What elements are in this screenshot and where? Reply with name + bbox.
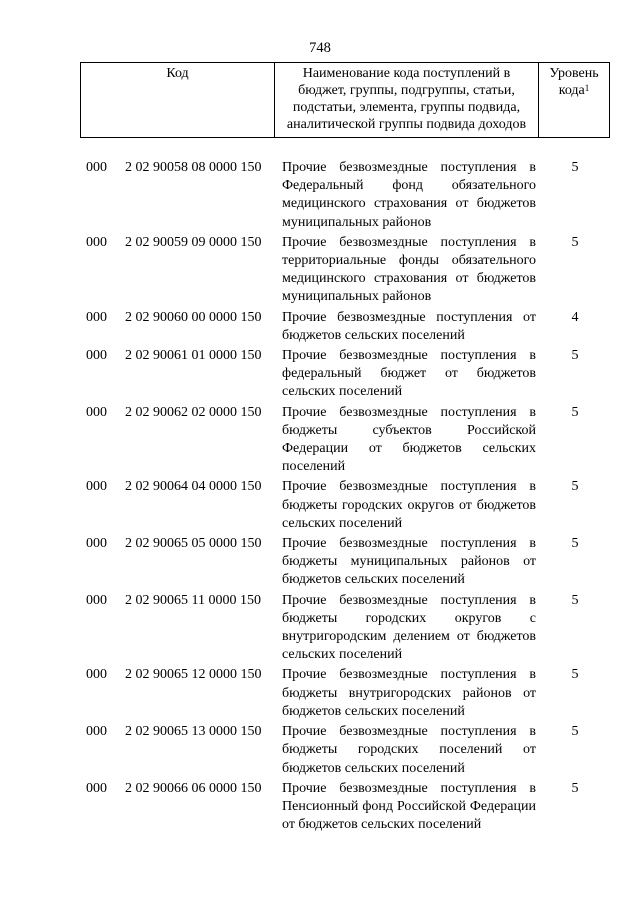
row-code: 2 02 90060 00 0000 150 bbox=[125, 309, 262, 325]
row-code: 2 02 90065 12 0000 150 bbox=[125, 667, 262, 683]
row-code: 2 02 90062 02 0000 150 bbox=[125, 404, 262, 420]
row-level: 5 bbox=[571, 479, 579, 495]
row-code: 2 02 90059 09 0000 150 bbox=[125, 234, 262, 250]
row-code: 2 02 90066 06 0000 150 bbox=[125, 780, 262, 796]
row-level: 5 bbox=[571, 667, 579, 683]
table-row bbox=[0, 723, 640, 778]
row-name: Прочие безвозмездные поступления в бюджеты городских поселений от бюджетов сельских поселений bbox=[282, 724, 536, 776]
row-level: 5 bbox=[571, 160, 579, 175]
row-group-code: 000 bbox=[86, 309, 107, 325]
table-row bbox=[0, 780, 640, 835]
row-name: Прочие безвозмездные поступления в Пенсионный фонд Российской Федерации от бюджетов сельских поселений bbox=[282, 780, 536, 833]
table-row bbox=[0, 309, 640, 345]
row-level: 5 bbox=[571, 724, 579, 740]
row-name: Прочие безвозмездные поступления в Федеральный фонд обязательного медицинского страхования от бюджетов муниципальных районов bbox=[282, 160, 536, 230]
row-level: 5 bbox=[571, 234, 579, 250]
row-level: 5 bbox=[571, 348, 579, 364]
table-body bbox=[0, 159, 640, 836]
row-name: Прочие безвозмездные поступления в территориальные фонды обязательного медицинского страхования от бюджетов муниципальных районов bbox=[282, 234, 536, 305]
row-group-code: 000 bbox=[86, 536, 107, 552]
row-group-code: 000 bbox=[86, 160, 107, 175]
row-name: Прочие безвозмездные поступления в бюджеты муниципальных районов от бюджетов сельских поселений bbox=[282, 536, 536, 588]
header-code: Код bbox=[81, 63, 275, 138]
row-level: 5 bbox=[571, 780, 579, 796]
row-level: 5 bbox=[571, 536, 579, 552]
page-number: 748 bbox=[309, 40, 331, 56]
header-level bbox=[539, 63, 610, 138]
row-level: 5 bbox=[571, 592, 579, 608]
table-row bbox=[0, 159, 640, 232]
row-group-code: 000 bbox=[86, 667, 107, 683]
header-level-label: Уровень кода bbox=[549, 66, 599, 98]
row-code: 2 02 90061 01 0000 150 bbox=[125, 348, 262, 364]
row-name: Прочие безвозмездные поступления от бюджетов сельских поселений bbox=[282, 309, 536, 343]
row-code: 2 02 90065 13 0000 150 bbox=[125, 724, 262, 740]
table-row bbox=[0, 404, 640, 477]
row-group-code: 000 bbox=[86, 724, 107, 740]
row-group-code: 000 bbox=[86, 479, 107, 495]
row-group-code: 000 bbox=[86, 404, 107, 420]
row-code: 2 02 90065 11 0000 150 bbox=[125, 592, 261, 608]
row-level: 5 bbox=[571, 404, 579, 420]
table-row bbox=[0, 666, 640, 721]
row-name: Прочие безвозмездные поступления в федеральный бюджет от бюджетов сельских поселений bbox=[282, 348, 536, 400]
row-code: 2 02 90058 08 0000 150 bbox=[125, 160, 262, 175]
header-level-footnote: 1 bbox=[584, 83, 590, 93]
row-name: Прочие безвозмездные поступления в бюджеты городских округов от бюджетов сельских поселений bbox=[282, 479, 536, 531]
table-row bbox=[0, 478, 640, 533]
row-name: Прочие безвозмездные поступления в бюджеты субъектов Российской Федерации от бюджетов сельских поселений bbox=[282, 404, 536, 475]
table-header bbox=[80, 62, 610, 138]
header-name: Наименование кода поступлений в бюджет, группы, подгруппы, статьи, подстатьи, элемента, группы подвида, аналитической группы подвида доходов bbox=[275, 63, 539, 138]
row-group-code: 000 bbox=[86, 348, 107, 364]
row-group-code: 000 bbox=[86, 592, 107, 608]
table-row bbox=[0, 234, 640, 307]
table-row bbox=[0, 592, 640, 665]
row-name: Прочие безвозмездные поступления в бюджеты городских округов с внутригородским делением от бюджетов сельских поселений bbox=[282, 592, 536, 663]
row-code: 2 02 90064 04 0000 150 bbox=[125, 479, 262, 495]
table-row bbox=[0, 347, 640, 402]
table-row bbox=[0, 535, 640, 590]
row-level: 4 bbox=[571, 309, 579, 325]
row-group-code: 000 bbox=[86, 780, 107, 796]
row-group-code: 000 bbox=[86, 234, 107, 250]
row-code: 2 02 90065 05 0000 150 bbox=[125, 536, 262, 552]
row-name: Прочие безвозмездные поступления в бюджеты внутригородских районов от бюджетов сельских поселений bbox=[282, 667, 536, 719]
